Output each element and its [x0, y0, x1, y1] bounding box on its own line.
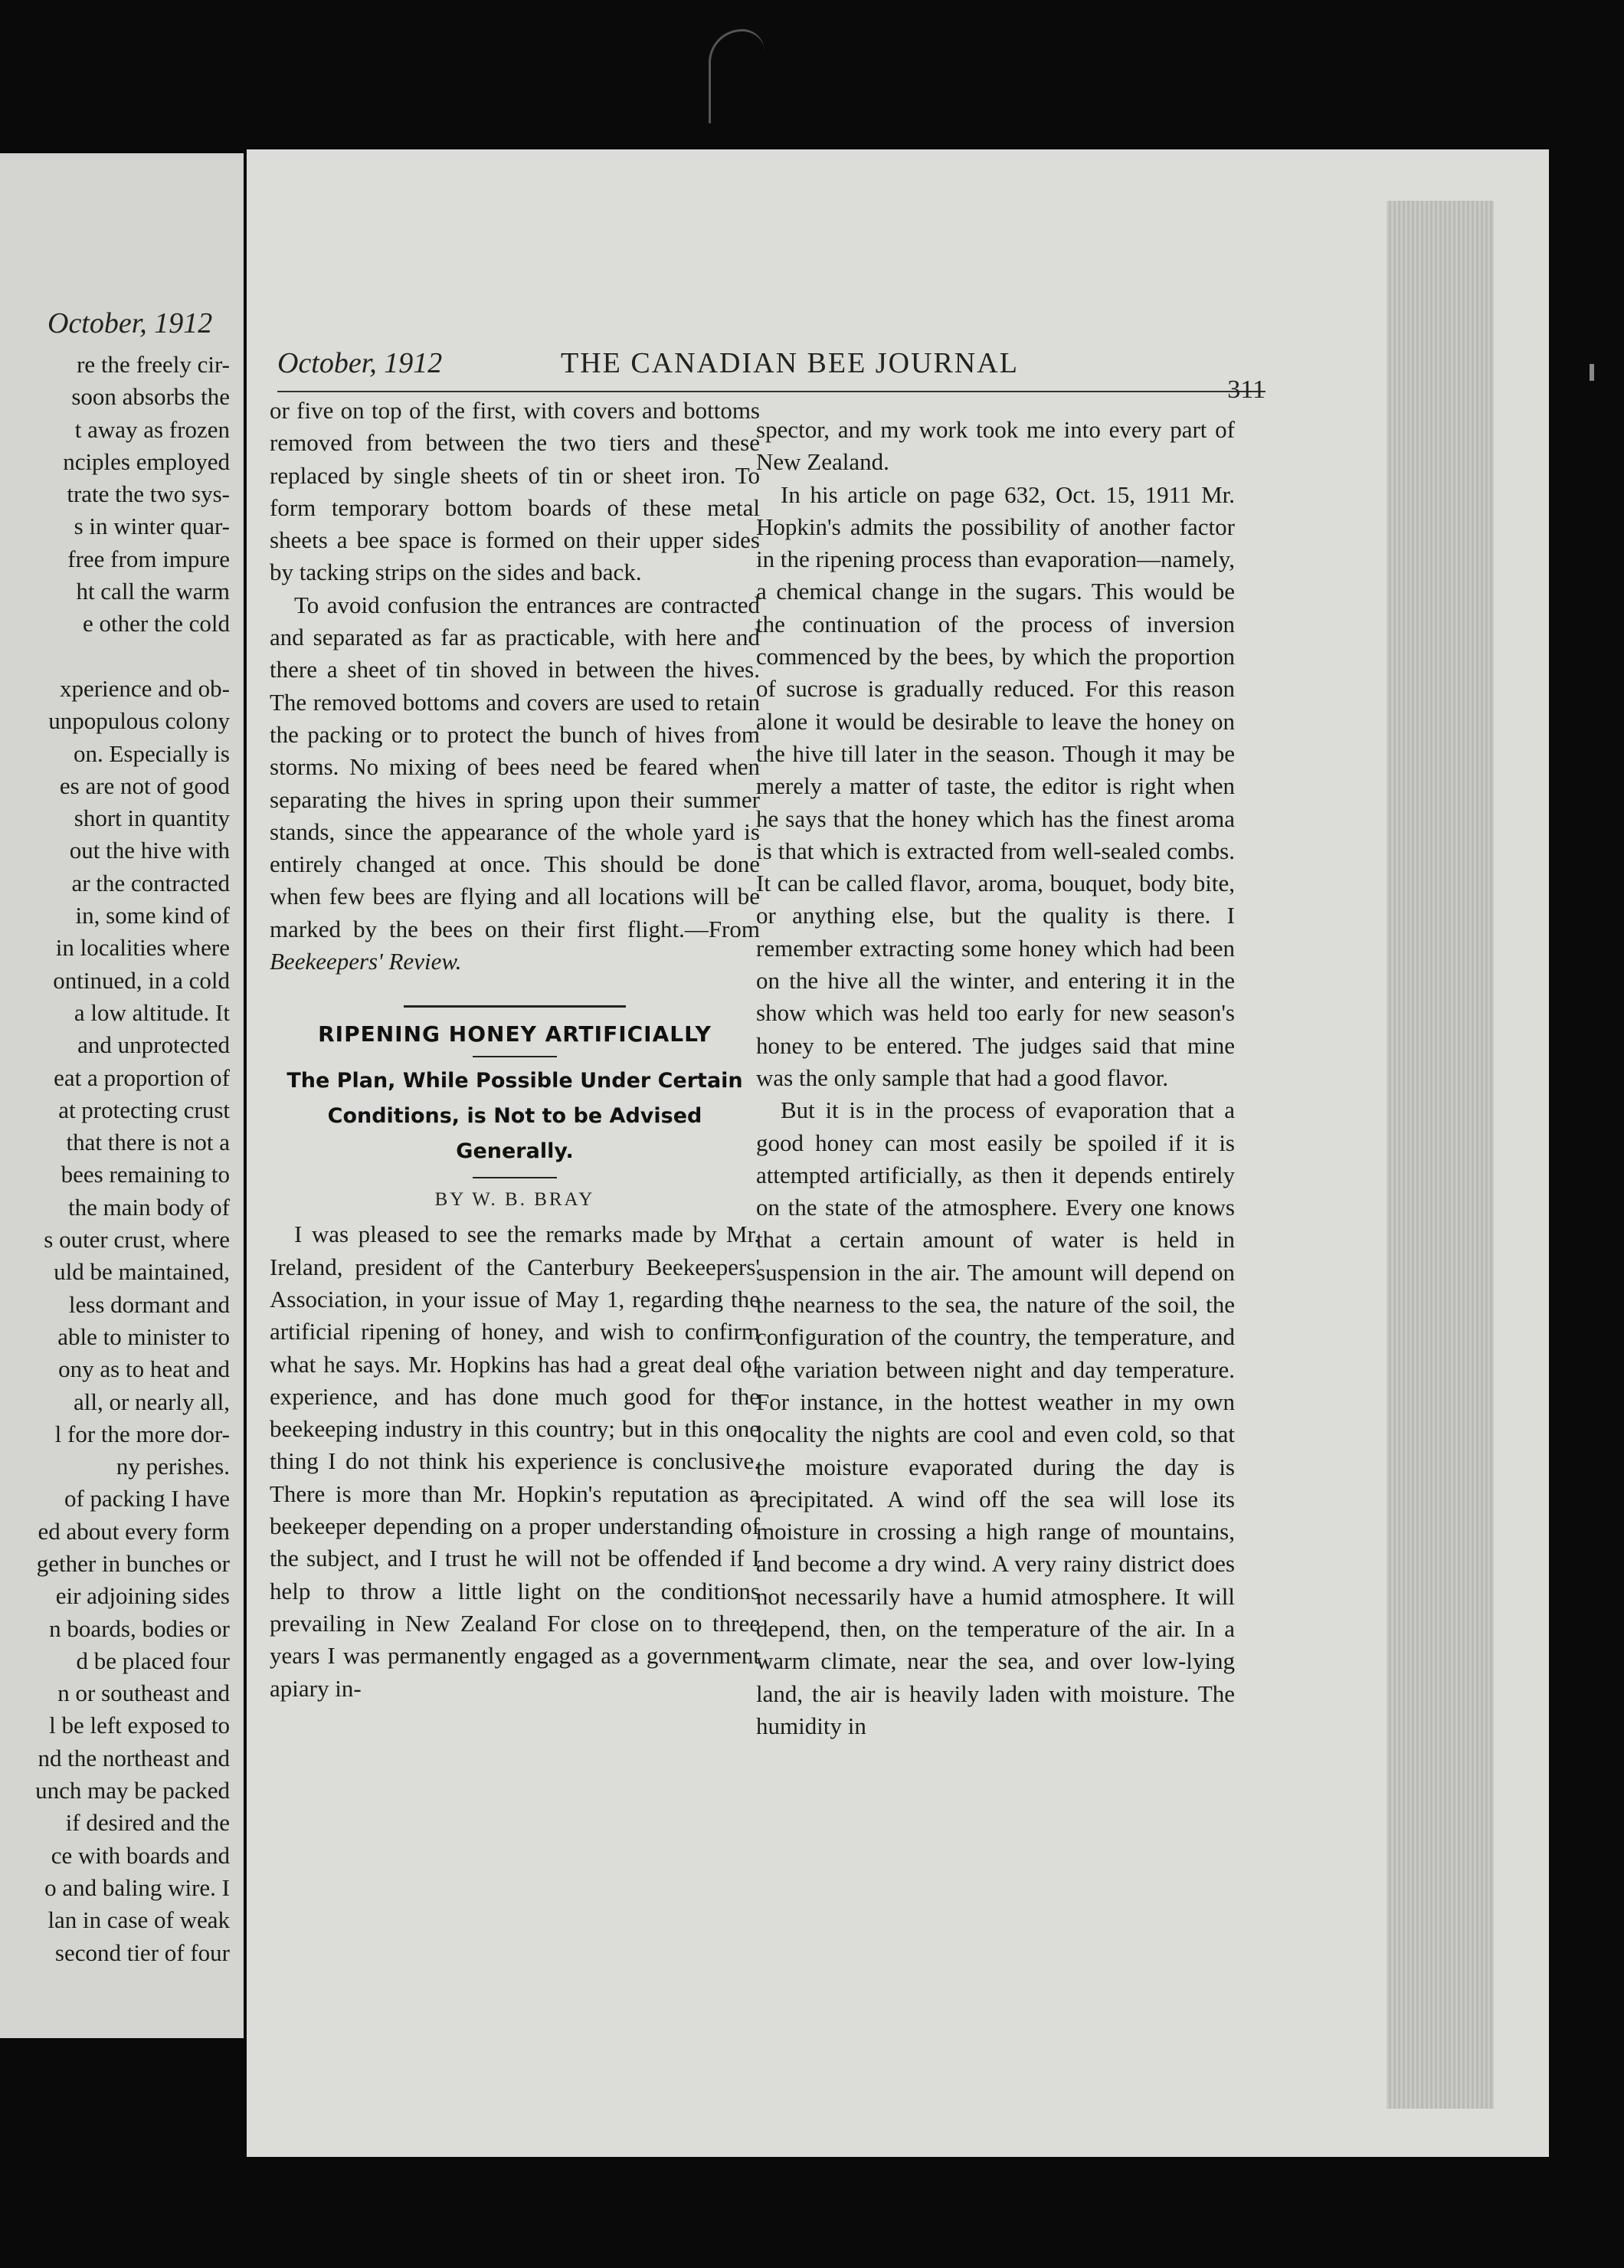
paragraph: spector, and my work took me into every part of New Zealand.: [756, 416, 1235, 476]
left-page-line: n or southeast and: [57, 1680, 230, 1707]
source-citation: Beekeepers' Review.: [270, 948, 462, 975]
left-page-line: gether in bunches or: [36, 1549, 230, 1577]
left-page-line: ar the contracted: [71, 869, 230, 896]
left-page-line: t away as frozen: [74, 415, 230, 443]
left-page-line: able to minister to: [57, 1322, 230, 1350]
left-page-line: trate the two sys-: [67, 480, 230, 508]
left-page-line: lan in case of weak: [47, 1906, 230, 1934]
journal-title: THE CANADIAN BEE JOURNAL: [561, 347, 1019, 379]
left-page-line: bees remaining to: [61, 1161, 230, 1188]
left-page-line: s in winter quar-: [74, 513, 230, 540]
left-page-line: l for the more dor-: [54, 1420, 230, 1447]
left-page-line: n boards, bodies or: [49, 1614, 230, 1642]
left-page-line: d be placed four: [76, 1647, 230, 1674]
left-page-line: xperience and ob-: [59, 674, 230, 702]
left-page-line: in localities where: [55, 934, 230, 962]
left-page-line: free from impure: [67, 545, 230, 572]
left-page-line: short in quantity: [74, 805, 230, 832]
header-date: October, 1912: [277, 347, 443, 379]
left-page-line: that there is not a: [66, 1129, 230, 1156]
left-page-line: o and baling wire. I: [44, 1873, 230, 1901]
paragraph: I was pleased to see the remarks made by Mr. Ireland, president of the Canterbury Beekeepers' Association, in your issue of May 1, regarding the artificial ripening of honey, and wish to confirm what he says. Mr. Hopkins has had a great deal of experience, and has done much good for the beekeeping industry in this country; but in this one thing I do not think his experience is conclusive. There is more than Mr. Hopkin's reputation as a beekeeper depending on a proper understanding of the subject, and I trust he will not be offended if I help to throw a little light on the conditions prevailing in New Zealand For close on to three years I was permanently engaged as a government apiary in-: [270, 1221, 760, 1702]
page-content: [247, 306, 1265, 2038]
paragraph: [270, 589, 760, 978]
title-rule: [473, 1056, 557, 1057]
left-page-line: [0, 641, 230, 673]
left-page-line: if desired and the: [65, 1809, 230, 1837]
paragraph-text: To avoid confusion the entrances are contracted and separated as far as practicable, with here and there a sheet of tin shoved in between the hives. The removed bottoms and covers are used to retain the packing or to protect the bunch of hives from storms. No mixing of bees need be feared when separating the hives in spring upon their summer stands, since the appearance of the whole yard is entirely changed at once. This should be done when few bees are flying and all locations will be marked by the bees on their first flight.—From: [270, 591, 760, 942]
left-page-line: ony as to heat and: [58, 1355, 230, 1383]
left-page-line: eir adjoining sides: [55, 1582, 230, 1610]
left-page-line: eat a proportion of: [54, 1064, 230, 1091]
left-page-line: ny perishes.: [116, 1453, 230, 1480]
left-page-line: in, some kind of: [75, 902, 230, 929]
subtitle-rule: [473, 1177, 557, 1178]
page-edge-stack: [1387, 201, 1494, 2109]
left-page-line: all, or nearly all,: [74, 1388, 230, 1415]
paragraph: In his article on page 632, Oct. 15, 1911 Mr. Hopkin's admits the possibility of another factor in the ripening process than evaporation—namely, a chemical change in the sugars. This would be the continuation of the process of inversion commenced by the bees, by which the proportion of sucrose is gradually reduced. For this reason alone it would be desirable to leave the honey on the hive till later in the season. Though it may be merely a matter of taste, the editor is right when he says that the honey which has the finest aroma is that which is extracted from well-sealed combs. It can be called flavor, aroma, bouquet, body bite, or anything else, but the quality is there. I remember extracting some honey which had been on the hive all the winter, and entering it in the show which was held too early for new season's honey to be entered. The judges said that mine was the only sample that had a good flavor.: [756, 480, 1235, 1091]
left-page-line: the main body of: [68, 1193, 230, 1221]
left-page-column: [0, 349, 230, 1969]
paragraph: But it is in the process of evaporation that a good honey can most easily be spoiled if it is attempted artificially, as then it depends entirely on the state of the atmosphere. Every one knows that a certain amount of water is held in suspension in the air. The amount will depend on the nearness to the sea, the nature of the soil, the configuration of the country, the temperature, and the variation between night and day temperature. For instance, in the hottest weather in my own locality the nights are cool and even cold, so that the moisture evaporated during the day is precipitated. A wind off the sea will lose its moisture in crossing a high range of mountains, and become a dry wind. A very rainy district does not necessarily have a humid atmosphere. It will depend, then, on the temperature of the air. In a warm climate, near the sea, and over low-lying land, the air is heavily laden with moisture. The humidity in: [756, 1096, 1235, 1739]
left-page-line: ce with boards and: [51, 1841, 230, 1869]
section-divider: [404, 1005, 626, 1008]
left-page-line: and unprotected: [77, 1031, 230, 1059]
left-page-line: nciples employed: [63, 447, 230, 475]
left-page-line: re the freely cir-: [77, 351, 230, 378]
left-page-line: s outer crust, where: [44, 1226, 230, 1254]
paragraph: or five on top of the first, with covers and bottoms removed from between the two tiers and these replaced by single sheets of tin or sheet iron. To form temporary bottom boards of these metal sheets a bee space is formed on their upper sides by tacking strips on the sides and back.: [270, 397, 760, 586]
left-page-header: October, 1912: [47, 307, 213, 339]
left-page-line: at protecting crust: [58, 1096, 230, 1123]
left-page-line: es are not of good: [59, 772, 230, 799]
running-header: [277, 329, 1265, 404]
left-page-line: out the hive with: [69, 837, 230, 864]
left-page-line: of packing I have: [64, 1485, 230, 1513]
left-page-line: soon absorbs the: [71, 383, 230, 411]
article-subtitle: The Plan, While Possible Under Certain Conditions, is Not to be Advised Generally.: [286, 1069, 743, 1164]
left-page: [0, 153, 244, 2038]
left-page-line: second tier of four: [54, 1939, 230, 1966]
left-page-line: e other the cold: [83, 610, 230, 637]
byline: BY W. B. BRAY: [434, 1189, 595, 1211]
column-left: [270, 395, 760, 1705]
left-page-line: unch may be packed: [35, 1777, 230, 1804]
scan-artifact-dot: [1590, 364, 1594, 381]
left-page-line: nd the northeast and: [38, 1744, 230, 1771]
left-page-line: ed about every form: [38, 1517, 230, 1545]
left-page-line: less dormant and: [68, 1290, 230, 1318]
left-page-line: on. Especially is: [73, 739, 230, 767]
left-page-line: unpopulous colony: [48, 707, 230, 735]
scan-artifact: [709, 29, 765, 123]
article-title: RIPENING HONEY ARTIFICIALLY: [318, 1021, 712, 1047]
column-right: [756, 414, 1235, 1742]
left-page-line: uld be maintained,: [54, 1258, 230, 1286]
left-page-line: l be left exposed to: [49, 1712, 230, 1739]
left-page-line: ht call the warm: [76, 578, 230, 605]
left-page-line: ontinued, in a cold: [53, 966, 230, 994]
page-number: 311: [1227, 375, 1265, 404]
left-page-line: a low altitude. It: [74, 998, 230, 1026]
